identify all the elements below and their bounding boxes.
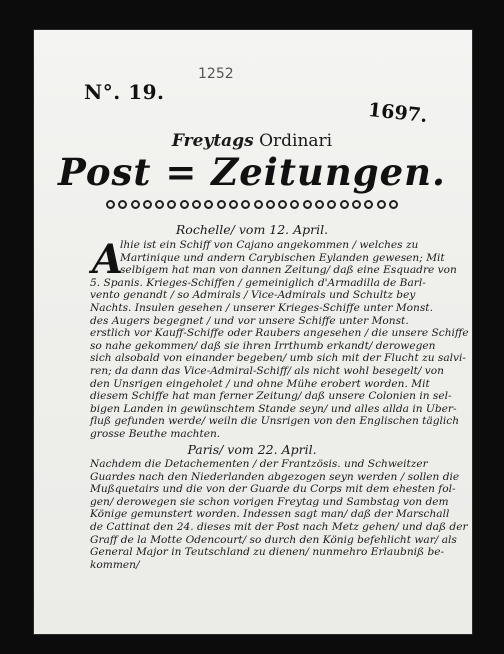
masthead-subtitle [0, 131, 504, 151]
text-line: sich alsobald von einander begeben/ umb sich mit der Flucht zu salvi- [90, 352, 466, 365]
text-line: de Cattinat den 24. dieses mit der Post nach Metz gehen/ und daß der [90, 520, 468, 533]
subtitle-gothic: Freytags [171, 131, 254, 151]
text-line: Martinique und andern Carybischen Eylanden gewesen; Mit [120, 251, 445, 264]
text-line: General Major in Teutschland zu dienen/ nunmehro Erlaubniß be- [90, 546, 445, 559]
text-line: diesem Schiffe hat man ferner Zeitung/ daß unsere Colonien in sel- [90, 390, 452, 403]
drop-cap: A [92, 236, 124, 283]
masthead-title: Post = Zeitungen. [58, 150, 446, 194]
ornamental-rule [106, 196, 398, 212]
text-line: gen/ derowegen sie schon vorigen Freytag und Sambstag von dem [90, 495, 449, 508]
text-line: selbigem hat man von dannen Zeitung/ daß eine Esquadre von [120, 264, 457, 277]
text-line: so nahe gekommen/ daß sie ihren Irrthumb erkandt/ derowegen [90, 339, 436, 352]
text-line: lhie ist ein Schiff von Cajano angekommen / welches zu [120, 239, 419, 251]
text-line: grosse Beuthe machten. [90, 427, 221, 440]
text-line: kommen/ [90, 558, 140, 571]
pencil-annotation: 1252 [198, 66, 234, 82]
text-line: fluß gefunden werde/ weiln die Unsrigen von den Englischen täglich [90, 415, 460, 428]
text-line: Guardes nach den Niederlanden abgezogen seyn werden / sollen die [90, 470, 460, 483]
text-line: des Augers begegnet / und vor unsere Schiffe unter Monst. [90, 314, 409, 327]
text-line: Nachdem die Detachementen / der Frantzösis. und Schweitzer [90, 458, 428, 470]
article-body [90, 458, 468, 571]
text-line: bigen Landen in gewünschtem Stande seyn/ und alles allda in Uber- [90, 402, 457, 415]
text-line: Nachts. Insulen gesehen / unserer Krieges-Schiffe unter Monst. [90, 301, 433, 314]
text-line: den Unsrigen eingeholet / und ohne Mühe erobert worden. Mit [90, 377, 430, 390]
article-dateline: Paris/ vom 22. April. [187, 442, 317, 457]
text-line: Graff de la Motte Odencourt/ so durch den König befehlicht war/ als [90, 533, 457, 546]
text-line: Mußquetairs und die von der Guarde du Corps mit dem ehesten fol- [90, 483, 456, 496]
article-body [90, 236, 469, 441]
text-line: erstlich vor Kauff-Schiffe oder Raubers angesehen / die unsere Schiffe [90, 327, 469, 340]
text-line: 5. Spanis. Krieges-Schiffen / gemeiniglich d'Armadilla de Barl- [90, 276, 426, 289]
issue-number: N°. 19. [84, 80, 165, 104]
text-line: vento genandt / so Admirals / Vice-Admirals und Schultz bey [90, 289, 416, 302]
text-line: ren; da dann das Vice-Admiral-Schiff/ als nicht wohl besegelt/ von [90, 364, 444, 377]
issue-year: 1697. [367, 98, 429, 128]
article-dateline: Rochelle/ vom 12. April. [175, 222, 329, 237]
subtitle-plain: Ordinari [259, 131, 333, 151]
text-line: Könige gemunstert worden. Indessen sagt man/ daß der Marschall [90, 508, 450, 521]
